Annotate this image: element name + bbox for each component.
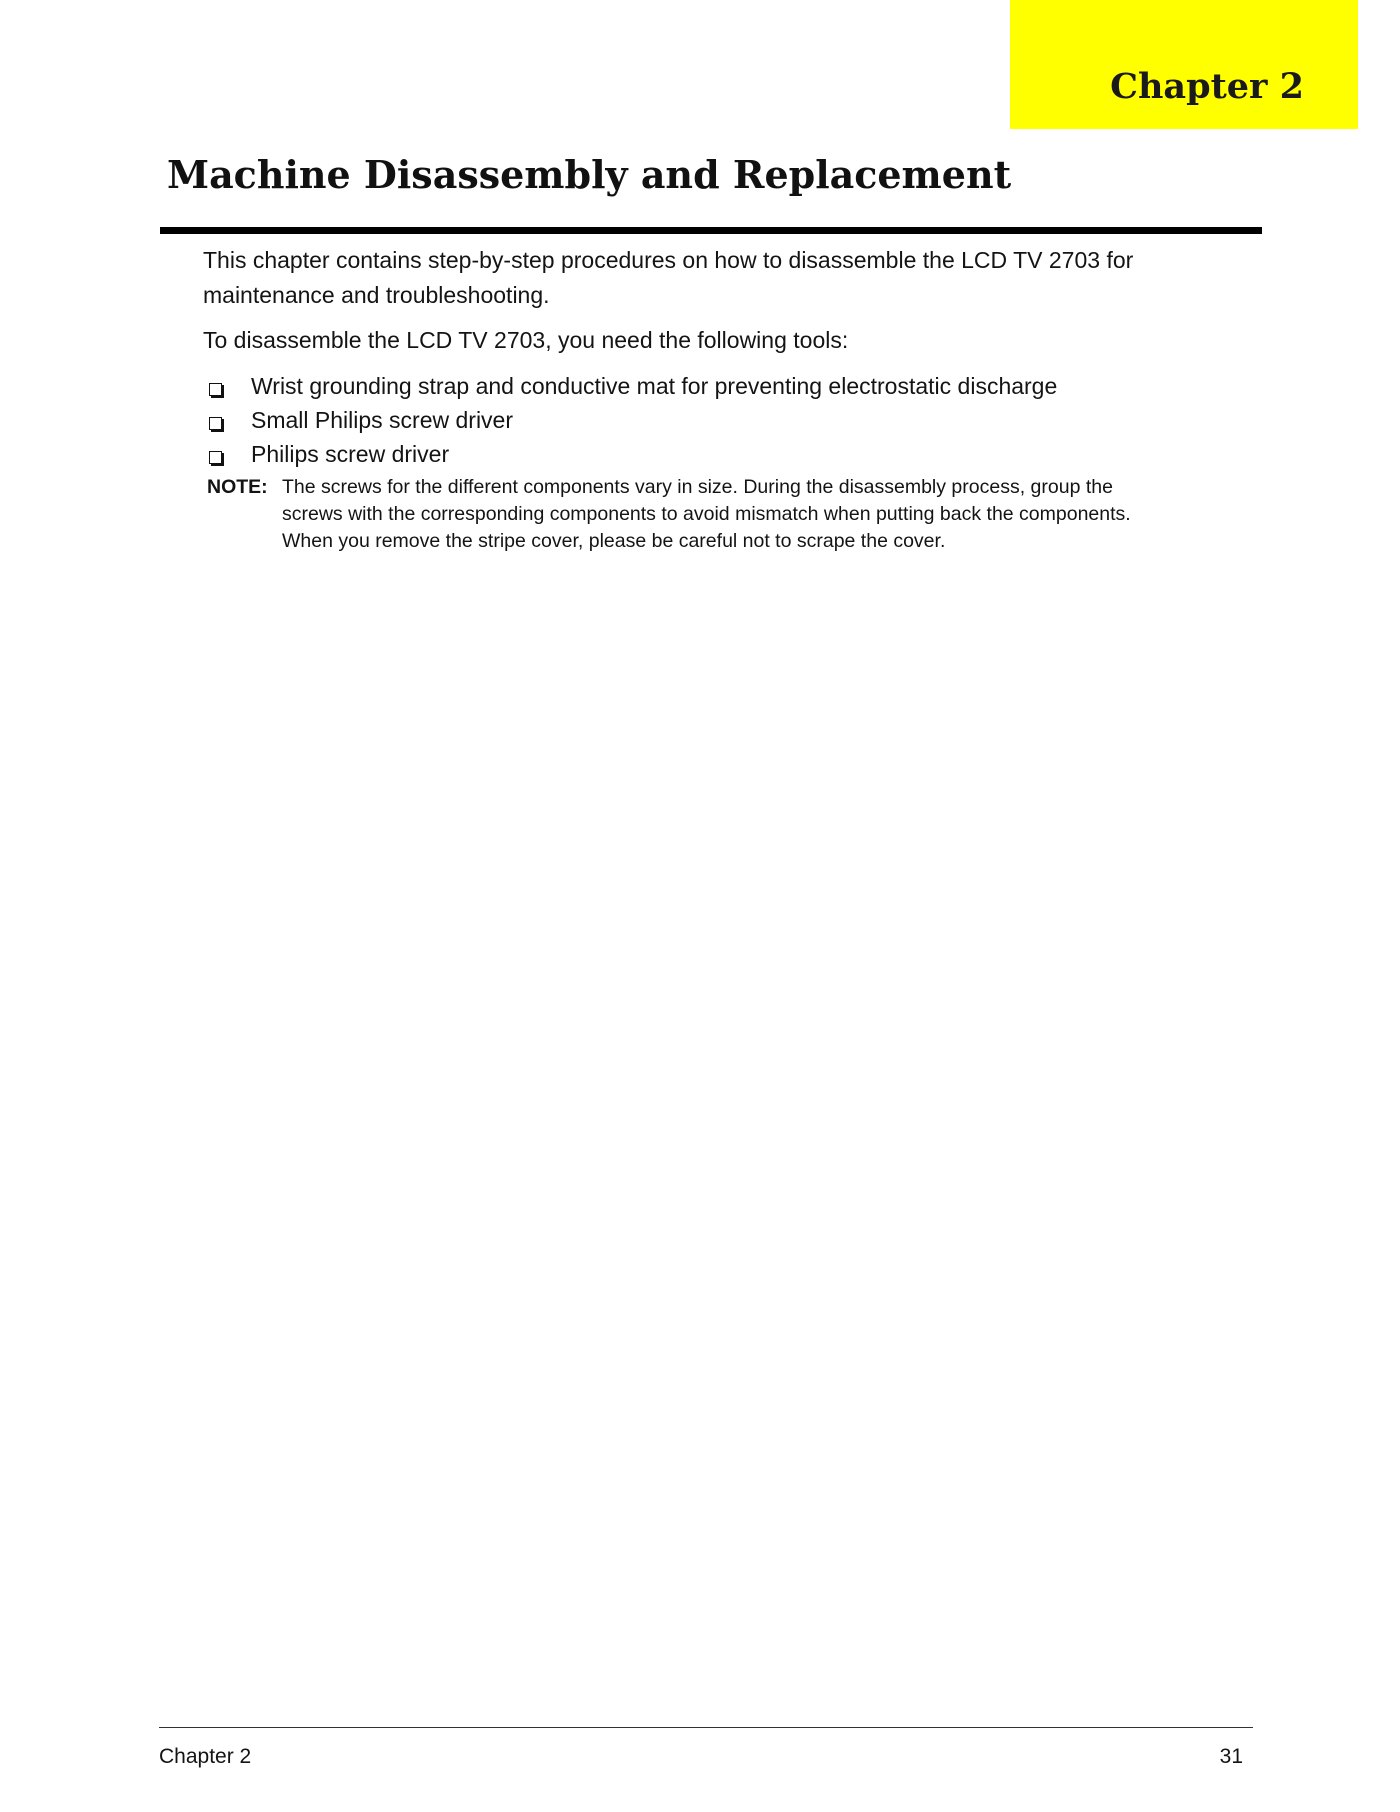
chapter-tab-label: Chapter 2 (1110, 66, 1304, 107)
tool-label: Wrist grounding strap and conductive mat for preventing electrostatic discharge (251, 372, 1058, 399)
intro-paragraph: This chapter contains step-by-step procedures on how to disassemble the LCD TV 2703 for maintenance and troubleshooting. (203, 247, 1134, 308)
tool-label: Small Philips screw driver (251, 406, 514, 433)
list-item (203, 369, 1057, 403)
page-number: 31 (1219, 1745, 1243, 1768)
footer-divider (159, 1727, 1253, 1728)
note-text: The screws for the different components vary in size. During the disassembly process, group the (282, 476, 1113, 498)
note-line (207, 474, 1257, 501)
title-divider (160, 227, 1262, 234)
tool-list (203, 369, 1057, 471)
tool-label: Philips screw driver (251, 440, 450, 467)
note-line: When you remove the stripe cover, please be careful not to scrape the cover. (282, 530, 946, 552)
checkbox-icon (209, 451, 222, 464)
note-label: NOTE: (207, 476, 268, 498)
note-line: screws with the corresponding components to avoid mismatch when putting back the components. (282, 503, 1131, 525)
page-title: Machine Disassembly and Replacement (167, 152, 1012, 197)
tools-lead-paragraph: To disassemble the LCD TV 2703, you need the following tools: (203, 327, 849, 353)
list-item (203, 437, 1057, 471)
note-block (207, 474, 1257, 555)
chapter-tab (1010, 0, 1358, 129)
checkbox-icon (209, 383, 222, 396)
list-item (203, 403, 1057, 437)
checkbox-icon (209, 417, 222, 430)
footer-chapter-label: Chapter 2 (159, 1745, 252, 1768)
